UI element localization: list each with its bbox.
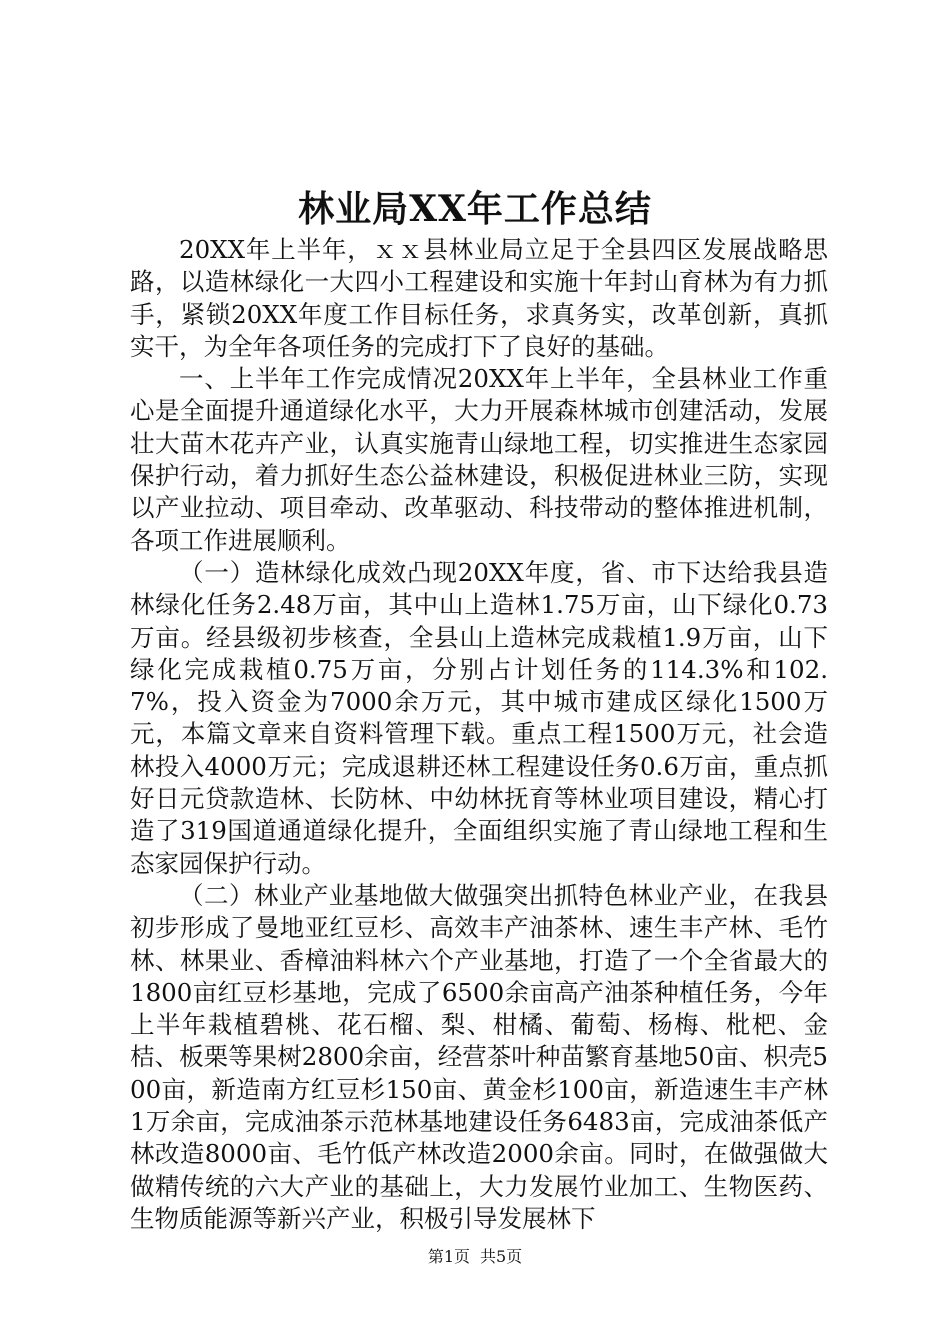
page-footer xyxy=(0,1245,950,1269)
document-title: 林业局XX年工作总结 xyxy=(298,188,652,230)
paragraph: 20XX年上半年，ｘｘ县林业局立足于全县四区发展战略思路，以造林绿化一大四小工程建设和实施十年封山育林为有力抓手，紧锁20XX年度工作目标任务，求真务实，改革创新，真抓实干，为全年各项任务的完成打下了良好的基础。 xyxy=(130,235,828,361)
document-body xyxy=(130,234,828,1235)
paragraph: （二）林业产业基地做大做强突出抓特色林业产业，在我县初步形成了曼地亚红豆杉、高效丰产油茶林、速生丰产林、毛竹林、林果业、香樟油料林六个产业基地，打造了一个全省最大的1800亩红豆杉基地，完成了6500余亩高产油茶种植任务，今年上半年栽植碧桃、花石榴、梨、柑橘、葡萄、杨梅、枇杷、金桔、板栗等果树2800余亩，经营茶叶种苗繁育基地50亩、枳壳500亩，新造南方红豆杉150亩、黄金杉100亩，新造速生丰产林1万余亩，完成油茶示范林基地建设任务6483亩，完成油茶低产林改造8000亩、毛竹低产林改造2000余亩。同时，在做强做大做精传统的六大产业的基础上，大力发展竹业加工、生物医药、生物质能源等新兴产业，积极引导发展林下 xyxy=(130,880,828,1233)
paragraph: 一、上半年工作完成情况20XX年上半年，全县林业工作重心是全面提升通道绿化水平，大力开展森林城市创建活动，发展壮大苗木花卉产业，认真实施青山绿地工程，切实推进生态家园保护行动，着力抓好生态公益林建设，积极促进林业三防，实现以产业拉动、项目牵动、改革驱动、科技带动的整体推进机制，各项工作进展顺利。 xyxy=(130,364,828,555)
page-number-total: 共5页 xyxy=(480,1247,523,1266)
paragraph: （一）造林绿化成效凸现20XX年度，省、市下达给我县造林绿化任务2.48万亩，其中山上造林1.75万亩，山下绿化0.73万亩。经县级初步核查，全县山上造林完成栽植1.9万亩，山下绿化完成栽植0.75万亩，分别占计划任务的114.3%和102.7%，投入资金为7000余万元，其中城市建成区绿化1500万元，本篇文章来自资料管理下载。重点工程1500万元，社会造林投入4000万元；完成退耕还林工程建设任务0.6万亩，重点抓好日元贷款造林、长防林、中幼林抚育等林业项目建设，精心打造了319国道通道绿化提升，全面组织实施了青山绿地工程和生态家园保护行动。 xyxy=(130,557,828,878)
page-number-current: 第1页 xyxy=(427,1247,470,1266)
